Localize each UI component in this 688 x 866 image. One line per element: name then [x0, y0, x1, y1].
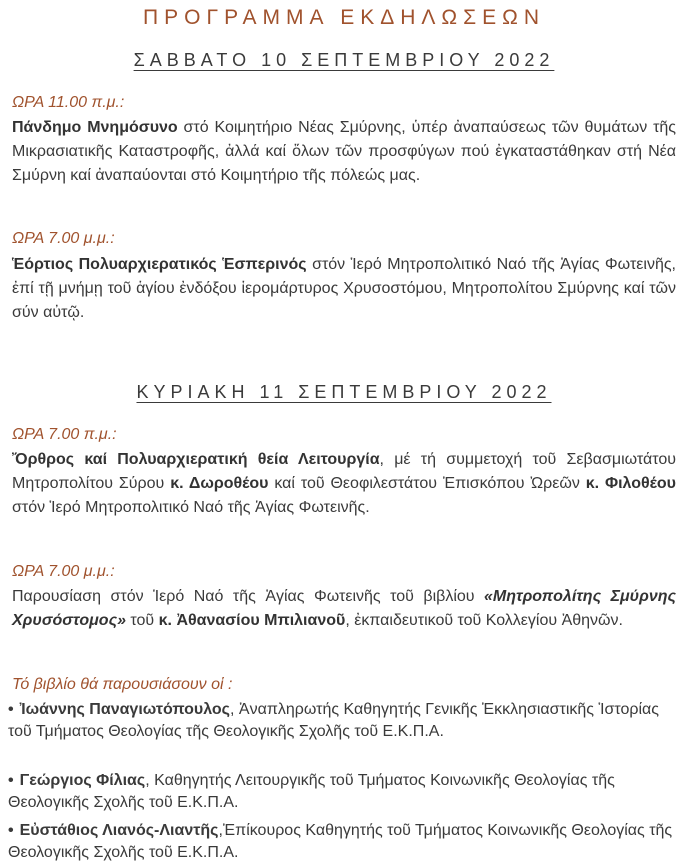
bullet-mark: •	[8, 772, 14, 789]
presenter-name: Γεώργιος Φίλιας	[19, 772, 146, 789]
day2-event2-description	[12, 585, 676, 633]
bullet-mark: •	[8, 822, 14, 839]
event-text: τοῦ	[125, 612, 159, 629]
presenter-item	[8, 820, 676, 864]
presenter-desc: , Καθηγητής Λειτουργικῆς τοῦ Τμήματος Κοινωνικῆς Θεολογίας τῆς Θεολογικῆς Σχολῆς τοῦ Ε.Κ.Π.Α.	[8, 772, 615, 811]
event-text: Παρουσίαση στόν Ἱερό Ναό τῆς Ἁγίας Φωτεινῆς τοῦ βιβλίου	[12, 588, 485, 605]
event-text: στόν Ἱερό Μητροπολιτικό Ναό τῆς Ἁγίας Φωτεινῆς.	[12, 499, 370, 516]
author-name: κ. Ἀθανασίου Μπιλιανοῦ	[158, 612, 346, 629]
event-text: , μέ τή συμμετοχή τοῦ Σεβασμιωτάτου Μητροπολίτου Σύρου	[12, 451, 677, 492]
presenter-item	[8, 770, 676, 814]
day2-event1-time: ΩΡΑ 7.00 π.μ.:	[12, 426, 117, 443]
day2-event2-time: ΩΡΑ 7.00 μ.μ.:	[12, 563, 115, 580]
day1-event2-description	[12, 253, 676, 325]
presenters-intro: Τό βιβλίο θά παρουσιάσουν οἱ :	[12, 676, 233, 693]
presenter-desc: , Ἀναπληρωτής Καθηγητής Γενικῆς Ἐκκλησιαστικῆς Ἱστορίας τοῦ Τμήματος Θεολογίας τῆς Θεολογικῆς Σχολῆς τοῦ Ε.Κ.Π.Α.	[8, 701, 659, 740]
event-title: Ἑόρτιος Πολυαρχιερατικός Ἑσπερινός	[12, 256, 307, 273]
event-title: Ὄρθρος καί Πολυαρχιερατική θεία Λειτουργία	[12, 451, 380, 468]
day1-heading: ΣΑΒΒΑΤΟ 10 ΣΕΠΤΕΜΒΡΙΟΥ 2022	[133, 50, 555, 70]
event-text: καί τοῦ Θεοφιλεστάτου Ἐπισκόπου Ὠρεῶν	[268, 475, 586, 492]
event-text: , ἐκπαιδευτικοῦ τοῦ Κολλεγίου Ἀθηνῶν.	[345, 612, 623, 629]
presenter-name: Ἰωάννης Παναγιωτόπουλος	[19, 701, 230, 718]
bishop-name: κ. Δωροθέου	[170, 475, 269, 492]
bullet-mark: •	[8, 701, 14, 718]
event-text: στόν Ἱερό Μητροπολιτικό Ναό τῆς Ἁγίας Φωτεινῆς, ἐπί τῇ μνήμῃ τοῦ ἁγίου ἐνδόξου ἱερομάρτυρος Χρυσοστόμου, Μητροπολίτου Σμύρνης καί τῶν σύν αὐτῷ.	[12, 256, 677, 321]
day1-event1-description	[12, 116, 676, 188]
day2-event1-description	[12, 448, 676, 520]
presenter-item	[8, 699, 676, 743]
presenter-name: Εὐστάθιος Λιανός-Λιαντῆς	[19, 822, 219, 839]
event-text: στό Κοιμητήριο Νέας Σμύρνης, ὑπέρ ἀναπαύσεως τῶν θυμάτων τῆς Μικρασιατικῆς Καταστροφῆς, ἀλλά καί ὅλων τῶν προσφύγων πού ἐγκαταστάθηκαν στή Νέα Σμύρνη καί ἀναπαύονται στό Κοιμητήριο τῆς πόλεώς μας.	[12, 119, 677, 184]
bishop-name: κ. Φιλοθέου	[585, 475, 676, 492]
day1-event2-time: ΩΡΑ 7.00 μ.μ.:	[12, 230, 115, 247]
presenter-desc: ,Ἐπίκουρος Καθηγητής τοῦ Τμήματος Κοινωνικῆς Θεολογίας τῆς Θεολογικῆς Σχολῆς τοῦ Ε.Κ.Π.Α.	[8, 822, 673, 861]
day2-heading: ΚΥΡΙΑΚΗ 11 ΣΕΠΤΕΜΒΡΙΟΥ 2022	[136, 382, 552, 402]
book-title: «Μητροπολίτης Σμύρνης Χρυσόστομος»	[12, 588, 677, 629]
day1-event1-time: ΩΡΑ 11.00 π.μ.:	[12, 94, 125, 111]
page-title: ΠΡΟΓΡΑΜΜΑ ΕΚΔΗΛΩΣΕΩΝ	[143, 6, 545, 29]
event-title: Πάνδημο Μνημόσυνο	[12, 119, 178, 136]
